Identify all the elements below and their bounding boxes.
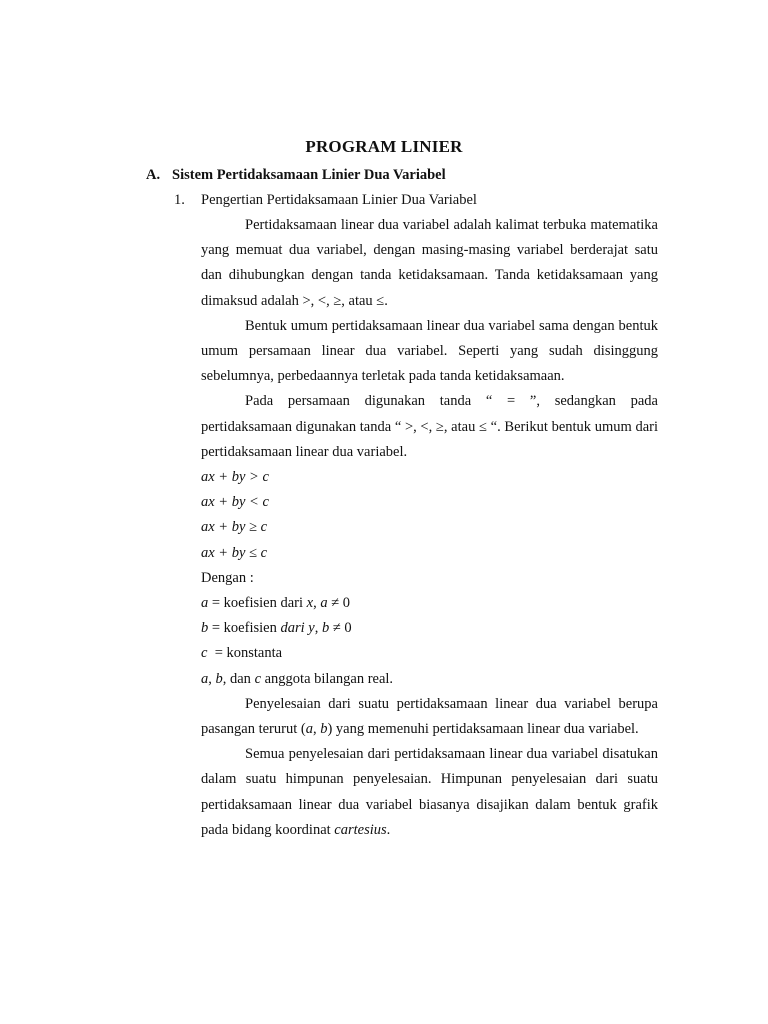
def-b-text: = koefisien	[208, 620, 281, 637]
definition-real	[201, 667, 658, 692]
var-a: a	[320, 595, 328, 612]
formula-greater-equal: ax + by ≥ c	[201, 519, 268, 536]
body-text	[201, 213, 658, 843]
var-b: b	[201, 620, 209, 637]
var-a: a	[201, 670, 209, 687]
section-heading	[146, 167, 446, 184]
formula-line	[201, 490, 658, 515]
var-b: b	[215, 670, 223, 687]
formula-line	[201, 465, 658, 490]
separator: ,	[208, 670, 216, 687]
paragraph-solution-set	[201, 742, 658, 843]
paragraph-definition: Pertidaksamaan linear dua variabel adalah kalimat terbuka matematika yang memuat dua variabel, dengan masing-masing variabel berderajat satu dan dihubungkan dengan tanda ketidaksamaan. Tanda ketidaksamaan yang dimaksud adalah >, <, ≥, atau ≤.	[201, 217, 658, 309]
p5-text: Semua penyelesaian dari pertidaksamaan linear dua variabel disatukan dalam suatu himpunan penyelesaian. Himpunan penyelesaian dari suatu pertidaksamaan linear dua variabel biasanya disajikan dalam bentuk grafik pada bidang koordinat	[201, 746, 658, 838]
paragraph-signs: Pada persamaan digunakan tanda “ = ”, sedangkan pada pertidaksamaan digunakan tanda “ >, <, ≥, atau ≤ “. Berikut bentuk umum dari pertidaksamaan linear dua variabel.	[201, 393, 658, 460]
var-x: x	[306, 595, 314, 612]
var-c: c	[254, 670, 261, 687]
separator: ,	[313, 595, 321, 612]
separator: , dan	[222, 670, 255, 687]
definition-c	[201, 641, 658, 666]
var-b: b	[321, 620, 330, 637]
definition-a	[201, 591, 658, 616]
var-a: a	[201, 595, 209, 612]
var-b: b	[320, 721, 328, 738]
paragraph-solution	[201, 692, 658, 742]
subsection-title: Pengertian Pertidaksamaan Linier Dua Variabel	[201, 192, 477, 208]
definition-b	[201, 616, 658, 641]
def-b-condition: ≠ 0	[329, 620, 352, 637]
def-a-text: = koefisien dari	[208, 595, 307, 612]
separator: ,	[314, 620, 322, 637]
separator: ,	[312, 721, 321, 738]
var-c: c	[201, 645, 208, 662]
p4-text: Penyelesaian dari suatu pertidaksamaan linear dua variabel berupa pasangan terurut (	[201, 695, 658, 738]
dengan-label: Dengan :	[201, 569, 254, 586]
formula-less: ax + by < c	[201, 494, 269, 511]
formula-line	[201, 541, 658, 566]
page-title: PROGRAM LINIER	[305, 137, 463, 156]
subsection-heading	[174, 192, 477, 209]
cartesius-term: cartesius	[334, 821, 387, 838]
def-real-text: anggota bilangan real.	[261, 670, 394, 687]
section-title: Sistem Pertidaksamaan Linier Dua Variabel	[172, 167, 446, 183]
var-a: a	[305, 721, 313, 738]
formula-line	[201, 515, 658, 540]
formula-greater: ax + by > c	[201, 469, 269, 486]
section-letter: A.	[146, 167, 161, 183]
paragraph-general-form: Bentuk umum pertidaksamaan linear dua variabel sama dengan bentuk umum persamaan linear dua variabel. Seperti yang sudah disinggung sebelumnya, perbedaannya terletak pada tanda ketidaksamaan.	[201, 317, 658, 385]
def-b-italic: dari y	[280, 620, 315, 637]
p4-text-end: ) yang memenuhi pertidaksamaan linear dua variabel.	[327, 721, 639, 738]
subsection-number: 1.	[174, 192, 185, 208]
p5-end: .	[386, 821, 391, 838]
formula-less-equal: ax + by ≤ c	[201, 544, 268, 561]
def-c-text: = konstanta	[207, 645, 283, 662]
def-a-condition: ≠ 0	[327, 595, 351, 612]
